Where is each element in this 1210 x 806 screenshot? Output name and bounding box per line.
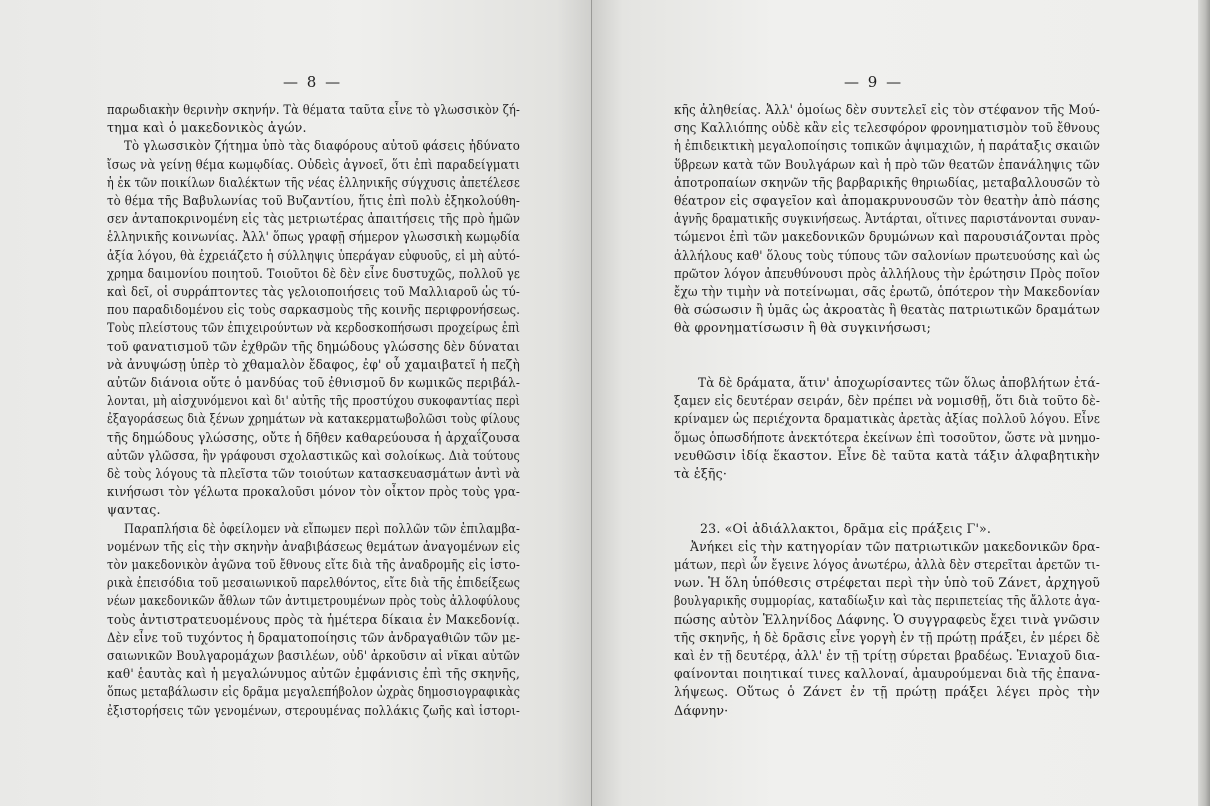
text-line: αὐτῶν γλῶσσα, ἣν γράφουσι σχολαστικῶς καὶ σολοίκως. Διὰ τούτους	[107, 447, 520, 463]
text-line: Τοὺς πλείστους τῶν ἐπιχειρούντων νὰ κερδοσκοπήσωσι προχείρως ἐπὶ	[107, 320, 520, 336]
text-line: ξαμεν εἰς δευτέραν σειράν, δὲν πρέπει νὰ νομισθῇ, ὅτι διὰ τοῦτο δὲ-	[674, 393, 1100, 409]
text-line: ὅμως ὁπωσδήποτε ἀνεκτότερα ἐκείνων ἐπὶ τοσοῦτον, ὥστε νὰ μνημο-	[674, 429, 1100, 445]
text-line: βουλγαρικῆς συμμορίας, καταδίωξιν καὶ τὰς περιπετείας τῆς ἄλλοτε ἀγα-	[674, 593, 1100, 609]
text-line: καὶ ἐν τῇ δευτέρᾳ, ἀλλ' ἐν τῇ τρίτῃ σύρεται βραδέως. Ἐνιαχοῦ δια-	[674, 648, 1100, 663]
text-line: σης Καλλιόπης οὐδὲ κἂν εἰς τελεσφόρον φρονηματισμὸν τοῦ ἔθνους	[674, 120, 1100, 136]
text-line: ὕβρεων κατὰ τῶν Βουλγάρων καὶ ἡ πρὸ τῶν θεατῶν ἐπανάληψις τῶν	[674, 156, 1100, 172]
text-line: Τὸ γλωσσικὸν ζήτημα ὑπὸ τὰς διαφόρους αὐτοῦ φάσεις ἠδύνατο	[124, 138, 520, 154]
page-edge	[1198, 0, 1210, 806]
text-line: ὅπως μεταβάλωσιν εἰς δρᾶμα μεγαλεπήβολον ὠχρὰς δημοσιογραφικὰς	[107, 684, 520, 700]
text-line: τοῦ φανατισμοῦ τῶν ἐχθρῶν τῆς δημώδους γλώσσης δὲν δύναται	[107, 338, 520, 354]
text-line: καὶ δεῖ, οἱ συρράπτοντες τὰς γελοιοποιήσεις τοῦ Μαλλιαροῦ ὡς τύ-	[107, 284, 520, 299]
text-line: θὰ σώσωσιν ἢ ὑμᾶς ὡς ἀκροατὰς ἢ θεατὰς πατριωτικῶν δραμάτων	[674, 302, 1100, 318]
left-page-number: — 8 —	[283, 73, 343, 91]
text-line: θέατρον εἰς σφαγεῖον καὶ ἀπομακρυνουσῶν τὸν θεατὴν ἀπὸ πάσης	[674, 193, 1100, 208]
text-line: πώσης αὐτὸν Ἑλληνίδος Δάφνης. Ὁ συγγραφεὺς ἔχει τινὰ γνῶσιν	[674, 611, 1100, 627]
text-line: Παραπλήσια δὲ ὀφείλομεν νὰ εἴπωμεν περὶ πολλῶν τῶν ἐπιλαμβα-	[124, 520, 520, 536]
text-line: κῆς ἀληθείας. Ἀλλ' ὁμοίως δὲν συντελεῖ εἰς τὸν στέφανον τῆς Μού-	[674, 102, 1100, 117]
text-line: τημα καὶ ὁ μακεδονικὸς ἀγών.	[107, 120, 307, 136]
text-line: φαίνονται ποιητικαί τινες καλλοναί, ἀμαυρούμεναι διὰ τῆς ἐπανα-	[674, 666, 1100, 682]
text-line: Δάφνην·	[674, 702, 729, 718]
text-line: νομένων τῆς εἰς τὴν σκηνὴν ἀναβιβάσεως θεμάτων ἀναγομένων εἰς	[107, 538, 520, 554]
text-line: χρημα δαιμονίου ποιητοῦ. Τοιοῦτοι δὲ δὲν εἶνε δυστυχῶς, πολλοῦ γε	[107, 265, 520, 281]
text-line: πρῶτον λόγον ἀπευθύνουσι πρὸς ἀλλήλους τὴν ἐρώτησιν Πρὸς ποῖον	[674, 265, 1100, 281]
text-line: ἴσως νὰ γείνῃ θέμα κωμῳδίας. Οὐδεὶς ἀγνοεῖ, ὅτι ἐπὶ παραδείγματι	[107, 156, 520, 172]
text-line: ρικὰ ἐπεισόδια τοῦ μεσαιωνικοῦ παρελθόντος, εἴτε διὰ τῆς ἐπιδείξεως	[107, 575, 520, 591]
text-line: Ἀνήκει εἰς τὴν κατηγορίαν τῶν πατριωτικῶν μακεδονικῶν δρα-	[690, 538, 1100, 554]
text-line: τοὺς ἀντιστρατευομένους πρὸς τὰ ἡμέτερα δίκαια ἐν Μακεδονίᾳ.	[107, 611, 520, 627]
text-line: Δὲν εἶνε τοῦ τυχόντος ἡ δραματοποίησις τῶν ἀνδραγαθιῶν τῶν με-	[107, 629, 520, 645]
text-line: ἐξιστορήσεις τῶν γενομένων, στερουμένας πολλάκις ζωῆς καὶ ἱστορι-	[107, 702, 520, 718]
text-line: αὐτῶν διάνοια οὔτε ὁ μανδύας τοῦ ἐθνισμοῦ δν κωμικῶς περιβάλ-	[107, 375, 520, 390]
text-line: ἑλληνικῆς κοινωνίας. Ἀλλ' ὅπως γραφῇ σήμερον γλωσσικὴ κωμῳδία	[107, 229, 520, 245]
text-line: σαιωνικῶν Βουλγαρομάχων βασιλέων, οὐδ' ἀρκοῦσιν αἱ νῖκαι αὐτῶν	[107, 648, 520, 663]
text-line: νὰ ἀνυψώσῃ ὑπὲρ τὸ χθαμαλὸν ἔδαφος, ἐφ' οὗ χαμαιβατεῖ ἡ πεζὴ	[107, 356, 520, 372]
text-line: τὰ ἑξῆς·	[674, 466, 727, 481]
text-line: παρωδιακὴν θερινὴν σκηνήν. Τὰ θέματα ταῦτα εἶνε τὸ γλωσσικὸν ζή-	[107, 102, 520, 117]
text-line: ἀλλήλους καθ' ὅλους τοὺς τύπους τῶν σαλονίων πρωτευούσης καὶ ὡς	[674, 247, 1100, 263]
text-line: θὰ φρονηματίσωσιν ἢ θὰ συγκινήσωσι;	[674, 320, 932, 336]
text-line: λονται, μὴ αἰσχυνόμενοι καὶ δι' αὐτῆς τῆς προστύχου συκοφαντίας περὶ	[107, 393, 520, 409]
text-line: ἡ ἐπιδεικτικὴ μεγαλοποίησις τοπικῶν ἀψιμαχιῶν, ἡ παράταξις σκαιῶν	[674, 138, 1100, 154]
text-line: ἐξαγοράσεως διὰ ξένων χρημάτων νὰ κατακερματωβολῶσι τοὺς φίλους	[107, 411, 520, 427]
text-line: νων. Ἡ ὅλη ὑπόθεσις στρέφεται περὶ τὴν ὑπὸ τοῦ Ζάνετ, ἀρχηγοῦ	[674, 575, 1100, 591]
text-line: τώμενοι ἐπὶ τῶν μακεδονικῶν δρυμώνων καὶ παρουσιάζονται πρὸς	[674, 229, 1100, 245]
text-line: 23. «Οἱ ἀδιάλλακτοι, δρᾶμα εἰς πράξεις Γ'».	[700, 520, 992, 536]
text-line: ἀποτροπαίων σκηνῶν τῆς βαρβαρικῆς θηριωδίας, μεταβαλλουσῶν τὸ	[674, 174, 1100, 190]
text-line: καθ' ἑαυτὰς καὶ ἡ μεγαλώνυμος αὐτῶν ἐμφάνισις ἐπὶ τῆς σκηνῆς,	[107, 666, 520, 682]
text-line: τὸ θέμα τῆς Βαβυλωνίας τοῦ Βυζαντίου, ἥτις ἐπὶ πολὺ ἐξηκολούθη-	[107, 193, 520, 208]
text-line: δὲ τοὺς λόγους τὰ πλεῖστα τῶν τοιούτων κατασκευασμάτων ἀντὶ νὰ	[107, 466, 520, 481]
text-line: σεν ἀνταποκρινομένη εἰς τὰς μετριωτέρας ἀπαιτήσεις τῆς πρὸ ἡμῶν	[107, 211, 520, 227]
text-line: μάτων, περὶ ὧν ἔγεινε λόγος ἀνωτέρω, ἀλλὰ δὲν στερεῖται ἀρετῶν τι-	[674, 557, 1100, 572]
text-line: ἡ ἐκ τῶν ποικίλων διαλέκτων τῆς νέας ἑλληνικῆς σύγχυσις ἀπετέλεσε	[107, 174, 520, 190]
text-line: που παραδιδομένου εἰς τοὺς σαρκασμοὺς τῆς κοινῆς περιφρονήσεως.	[107, 302, 520, 318]
text-line: Τὰ δὲ δράματα, ἅτιν' ἀποχωρίσαντες τῶν ὅλως ἀποβλήτων ἐτά-	[698, 375, 1100, 390]
text-line: ἔχω τὴν τιμὴν νὰ ποτείνωμαι, σᾶς ἐρωτῶ, ὁπότερον τὴν Μακεδονίαν	[674, 284, 1100, 299]
text-line: ψαντας.	[107, 502, 161, 518]
text-line: τὸν μακεδονικὸν ἀγῶνα τοῦ ἔθνους εἴτε διὰ τῆς ἀναδρομῆς εἰς ἱστο-	[107, 557, 520, 572]
right-page	[592, 0, 1202, 806]
text-line: νέων μακεδονικῶν ἄθλων τῶν ἀντιμετρουμένων πρὸς τοὺς ἀλλοφύλους	[107, 593, 520, 609]
text-line: ἀξία λόγου, θὰ ἐχρειάζετο ἡ σύλληψις ὑπεράγαν εὐφυοῦς, εἰ μὴ αὐτό-	[107, 247, 520, 263]
text-line: κινήσωσι τὸν γέλωτα προκαλοῦσι μόνον τὸν οἶκτον πρὸς τοὺς γρα-	[107, 484, 520, 500]
text-line: ἁγνῆς δραματικῆς συγκινήσεως. Ἀντάρται, οἵτινες παριστάνονται συναν-	[674, 211, 1100, 227]
text-line: κρίναμεν ὡς περιέχοντα δραματικὰς ἀρετὰς ἀξίας πολλοῦ λόγου. Εἶνε	[674, 411, 1100, 427]
right-page-number: — 9 —	[844, 73, 904, 91]
text-line: τῆς δημώδους γλώσσης, οὔτε ἡ δῆθεν καθαρεύουσα ἡ ἀρχαΐζουσα	[107, 429, 520, 445]
text-line: λήψεως. Οὕτως ὁ Ζάνετ ἐν τῇ πρώτῃ πράξει λέγει πρὸς τὴν	[674, 684, 1100, 700]
text-line: τῆς σκηνῆς, ἡ δὲ δρᾶσις εἶνε γοργὴ ἐν τῇ πρώτῃ πράξει, ἐν μέρει δὲ	[674, 629, 1100, 645]
left-page	[0, 0, 592, 806]
text-line: νευθῶσιν ἰδίᾳ ἕκαστον. Εἶνε δὲ ταῦτα κατὰ τάξιν ἀλφαβητικὴν	[674, 447, 1100, 463]
